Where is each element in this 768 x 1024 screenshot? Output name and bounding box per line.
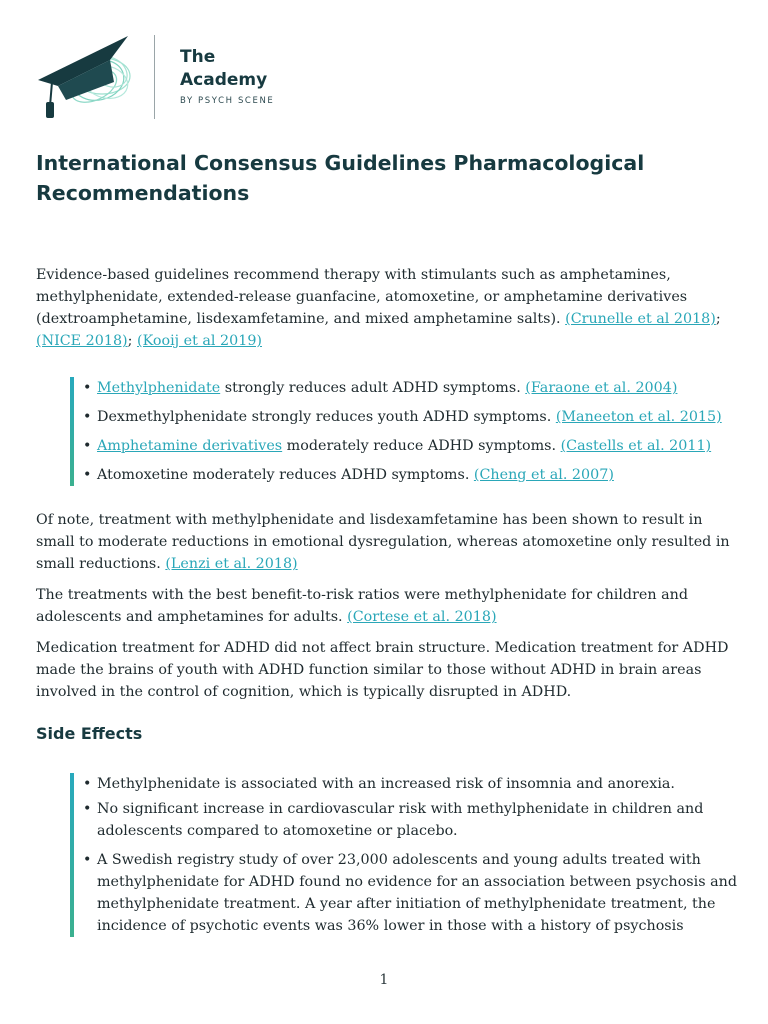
citation-link[interactable]: (Lenzi et al. 2018)	[165, 556, 298, 572]
intro-paragraph	[36, 264, 736, 352]
intro-text: Evidence-based guidelines recommend therapy with stimulants such as amphetamines, methylphenidate, extended-release guanfacine, atomoxetine, or amphetamine derivatives (dextroamphetamine, lisdexamfetamine, and mixed amphetamine salts).	[36, 267, 688, 327]
citation-link[interactable]: (Faraone et al. 2004)	[525, 380, 678, 396]
list-item	[83, 406, 743, 428]
list-item	[83, 435, 743, 457]
citation-link[interactable]: (Crunelle et al 2018)	[565, 311, 716, 327]
logo-divider	[154, 35, 155, 119]
list-item: • A Swedish registry study of over 23,000 adolescents and young adults treated with methylphenidate for ADHD found no evidence for an association between psychosis and methylphenidate treatment. A year after initiation of methylphenidate treatment, the incidence of psychotic events was 36% lower in those with a history of psychosis	[83, 849, 743, 937]
item-text: strongly reduces adult ADHD symptoms.	[220, 380, 526, 396]
brain-paragraph: Medication treatment for ADHD did not affect brain structure. Medication treatment for ADHD made the brains of youth with ADHD function similar to those without ADHD in brain areas involved in the control of cognition, which is typically disrupted in ADHD.	[36, 640, 729, 700]
brand-line1: The	[180, 47, 216, 67]
citation-link[interactable]: (Cortese et al. 2018)	[347, 609, 497, 625]
note-paragraph	[36, 509, 736, 575]
term-link[interactable]: Amphetamine derivatives	[97, 438, 283, 454]
citation-link[interactable]: (Castells et al. 2011)	[560, 438, 712, 454]
side-effects-list	[70, 773, 743, 937]
item-text: Atomoxetine moderately reduces ADHD symptoms.	[97, 467, 474, 483]
term-link[interactable]: Methylphenidate	[97, 380, 221, 396]
brand-wordmark	[180, 46, 274, 106]
page-title: International Consensus Guidelines Pharmacological Recommendations	[36, 151, 645, 205]
brand-subtitle: BY PSYCH SCENE	[180, 96, 275, 106]
citation-link[interactable]: (Cheng et al. 2007)	[473, 467, 614, 483]
separator: ;	[715, 311, 721, 327]
citation-link[interactable]: (Kooij et al 2019)	[137, 333, 262, 349]
list-item	[83, 464, 743, 486]
recommendations-list	[70, 377, 743, 486]
citation-link[interactable]: (Maneeton et al. 2015)	[555, 409, 722, 425]
side-effects-heading: Side Effects	[36, 724, 143, 743]
item-text: moderately reduce ADHD symptoms.	[282, 438, 561, 454]
list-item: • No significant increase in cardiovascular risk with methylphenidate in children and adolescents compared to atomoxetine or placebo.	[83, 798, 743, 842]
graduation-cap-logo-icon	[36, 30, 136, 122]
benefit-paragraph	[36, 584, 736, 628]
item-text: Dexmethylphenidate strongly reduces youth ADHD symptoms.	[97, 409, 556, 425]
page-number: 1	[379, 972, 389, 988]
brand-line2: Academy	[180, 70, 268, 90]
list-item: • Methylphenidate is associated with an increased risk of insomnia and anorexia.	[83, 773, 743, 795]
note-text: Of note, treatment with methylphenidate and lisdexamfetamine has been shown to result in small to moderate reductions in emotional dysregulation, whereas atomoxetine only resulted in small reductions.	[36, 512, 730, 572]
list-item	[83, 377, 743, 399]
benefit-text: The treatments with the best benefit-to-risk ratios were methylphenidate for children and adolescents and amphetamines for adults.	[36, 587, 689, 625]
separator: ;	[127, 333, 137, 349]
header	[36, 30, 336, 125]
citation-link[interactable]: (NICE 2018)	[36, 333, 128, 349]
